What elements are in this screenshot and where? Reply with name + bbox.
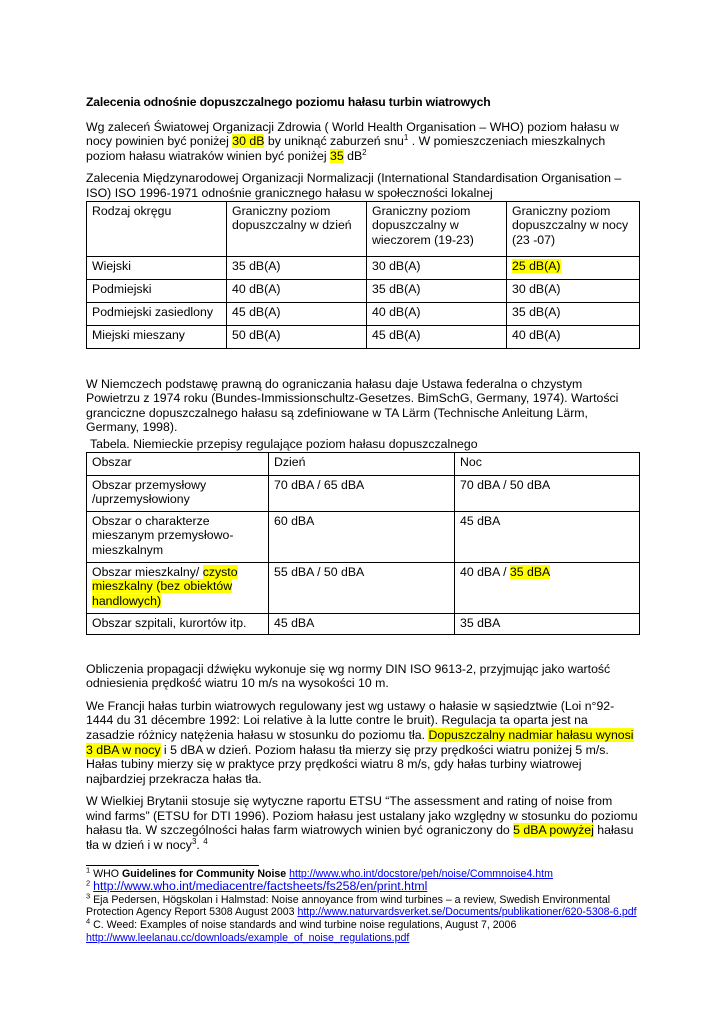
- table-cell: 35 dB(A): [507, 302, 640, 325]
- table-cell: 45 dBA: [455, 511, 640, 562]
- who-text-4: dB: [343, 148, 363, 163]
- table-cell: [507, 256, 640, 279]
- uk-paragraph: [86, 794, 639, 852]
- table-row: [87, 279, 640, 302]
- uk-text-1: W Wielkiej Brytanii stosuje się wytyczne raportu ETSU “The assessment and rating of noise from wind farms” (ETSU for DTI 1996). Poziom hałasu jest ustalany jako względny w stosunku do poziomu hałasu tła. W szczególności hałas farm wiatrowych winien być ograniczony do: [86, 794, 638, 838]
- highlight-35: 35: [330, 148, 344, 163]
- table-cell: 50 dB(A): [227, 325, 367, 348]
- table-cell: 30 dB(A): [507, 279, 640, 302]
- highlight-35dba: 35 dBA: [509, 564, 551, 579]
- table-header-cell: Graniczny poziom dopuszczalny w dzień: [227, 201, 367, 256]
- table-cell: Podmiejski zasiedlony: [87, 302, 227, 325]
- uk-text-3: .: [196, 838, 204, 853]
- table-cell: [87, 562, 269, 613]
- footnote-link[interactable]: http://www.who.int/mediacentre/factsheets/fs258/en/print.html: [93, 879, 428, 894]
- footnote-number: 1: [86, 865, 91, 875]
- page-heading: Zalecenia odnośnie dopuszczalnego poziomu hałasu turbin wiatrowych: [86, 95, 491, 109]
- footnote-ref-1[interactable]: 1: [403, 133, 409, 143]
- table-header-cell: Dzień: [269, 452, 455, 475]
- highlight-3dba-night: Dopuszczalny nadmiar hałasu wynosi 3 dBA w nocy: [86, 727, 634, 757]
- table-row: [87, 325, 640, 348]
- table-cell: Obszar szpitali, kurortów itp.: [87, 613, 269, 634]
- footnote-4: [86, 916, 639, 944]
- table-cell: 40 dB(A): [367, 302, 507, 325]
- highlight-30db: 30 dB: [232, 134, 265, 149]
- cell-text: 40 dBA /: [460, 564, 510, 579]
- footnote-2: [86, 880, 639, 894]
- who-text-2: by uniknąć zaburzeń snu: [264, 134, 404, 149]
- table-cell: 35 dB(A): [227, 256, 367, 279]
- table-header-cell: Graniczny poziom dopuszczalny w nocy (23 -07): [507, 201, 640, 256]
- highlight-czysto-mieszkalny: czysto mieszkalny (bez obiektów handlowych): [92, 564, 238, 608]
- table-row: [87, 613, 640, 634]
- footnote-text: C. Weed: Examples of noise standards and wind turbine noise regulations, August 7, 2006: [90, 919, 517, 932]
- footnote-link[interactable]: http://www.who.int/docstore/peh/noise/Commnoise4.htm: [289, 867, 553, 880]
- table-row: [87, 511, 640, 562]
- france-text-1: We Francji hałas turbin wiatrowych regulowany jest wg ustawy o hałasie w sąsiedztwie (Loi n°92-1444 du 31 décembre 1992: Loi relative à la lutte contre le bruit). Regulacja ta oparta jest na zasadzie różnicy natężenia hałasu w stosunku do poziomu tła.: [86, 698, 615, 742]
- table-cell: 30 dB(A): [367, 256, 507, 279]
- footnote-text: Eja Pedersen, Högskolan i Halmstad: Noise annoyance from wind turbines – a review, Swedish Environmental Protection Agency Report 5308 August 2003: [86, 893, 611, 919]
- table-cell: Miejski mieszany: [87, 325, 227, 348]
- table-cell: 40 dB(A): [507, 325, 640, 348]
- who-text-3: . W pomieszczeniach mieszkalnych poziom hałasu wiatraków winien być poniżej: [86, 134, 606, 163]
- iso-paragraph: Zalecenia Międzynarodowej Organizacji Normalizacji (International Standardisation Organisation – ISO) ISO 1996-1971 odnośnie granicznego hałasu w społeczności lokalnej: [86, 171, 622, 200]
- footnote-link[interactable]: http://www.leelanau.cc/downloads/example_of_noise_regulations.pdf: [86, 931, 410, 944]
- table-cell: 45 dBA: [269, 613, 455, 634]
- table-cell: 60 dBA: [269, 511, 455, 562]
- footnote-link[interactable]: http://www.naturvardsverket.se/Documents/publikationer/620-5308-6.pdf: [297, 906, 637, 919]
- uk-text-2: hałasu tła w dzień i w nocy: [86, 823, 634, 853]
- iso-table: [86, 201, 640, 349]
- table-cell: 55 dBA / 50 dBA: [269, 562, 455, 613]
- footnote-3: [86, 891, 639, 919]
- footnote-number: 2: [86, 878, 91, 888]
- footnote-bold-title: Guidelines for Community Noise: [121, 867, 287, 880]
- france-text-2: i 5 dBA w dzień. Poziom hałasu tła mierzy się przy prędkości wiatru poniżej 5 m/s. Hałas tubiny mierzy się w praktyce przy prędkości wiatru 8 m/s, gdy hałas turbiny wiatrowej najbardziej przekracza hałas tła.: [86, 742, 609, 786]
- table-row: [87, 256, 640, 279]
- table-header-cell: Graniczny poziom dopuszczalny w wieczorem (19-23): [367, 201, 507, 256]
- table-row: [87, 302, 640, 325]
- table-cell: Podmiejski: [87, 279, 227, 302]
- footnote-number: 3: [86, 891, 91, 901]
- table-cell: 35 dBA: [455, 613, 640, 634]
- table-cell: 45 dB(A): [227, 302, 367, 325]
- table-cell: 70 dBA / 65 dBA: [269, 475, 455, 511]
- din-paragraph: Obliczenia propagacji dźwięku wykonuje się wg normy DIN ISO 9613-2, przyjmując jako wartość odniesienia prędkość wiatru 10 m/s na wysokości 10 m.: [86, 661, 611, 691]
- table-cell: 45 dB(A): [367, 325, 507, 348]
- table-header-cell: Rodzaj okręgu: [87, 201, 227, 256]
- footnote-separator: [86, 865, 259, 866]
- table-row: [87, 562, 640, 613]
- germany-paragraph: W Niemczech podstawę prawną do ograniczania hałasu daje Ustawa federalna o chzystym Powietrzu z 1974 roku (Bundes-Immissionschultz-Gesetzes. BimSchG, Germany, 1974). Wartości granciczne dopuszczalnego hałasu są zdefiniowane w TA Lärm (Technische Anleitung Lärm, Germany, 1998).: [86, 376, 619, 435]
- table-header-cell: Noc: [455, 452, 640, 475]
- highlight-25dba: 25 dB(A): [512, 258, 561, 273]
- table-cell: 35 dB(A): [367, 279, 507, 302]
- table-cell: 70 dBA / 50 dBA: [455, 475, 640, 511]
- table-cell: 40 dB(A): [227, 279, 367, 302]
- table-cell: Wiejski: [87, 256, 227, 279]
- german-table: [86, 452, 640, 635]
- table-header-row: [87, 201, 640, 256]
- table-row: [87, 475, 640, 511]
- table2-caption: Tabela. Niemieckie przepisy regulające poziom hałasu dopuszczalnego: [90, 436, 478, 451]
- table-header-cell: Obszar: [87, 452, 269, 475]
- footnotes: [86, 865, 639, 945]
- table-cell: Obszar o charakterze mieszanym przemysłowo-mieszkalnym: [87, 511, 269, 562]
- highlight-5dba-above: 5 dBA powyżej: [513, 823, 594, 838]
- footnote-text: WHO: [90, 867, 122, 880]
- who-text-1: Wg zaleceń Światowej Organizacji Zdrowia ( World Health Organisation – WHO) poziom hałasu w nocy powinien być poniżej: [86, 119, 619, 149]
- footnote-ref-4[interactable]: 4: [203, 836, 208, 846]
- footnote-number: 4: [86, 916, 91, 926]
- table-header-row: [87, 452, 640, 475]
- document-page: [86, 95, 639, 944]
- footnote-ref-2[interactable]: 2: [362, 147, 367, 157]
- table-cell: Obszar przemysłowy /uprzemysłowiony: [87, 475, 269, 511]
- footnote-ref-3[interactable]: 3: [191, 836, 197, 846]
- table-cell: [455, 562, 640, 613]
- cell-text: Obszar mieszkalny/: [92, 564, 203, 579]
- france-paragraph: [86, 699, 639, 787]
- who-paragraph: [86, 120, 639, 164]
